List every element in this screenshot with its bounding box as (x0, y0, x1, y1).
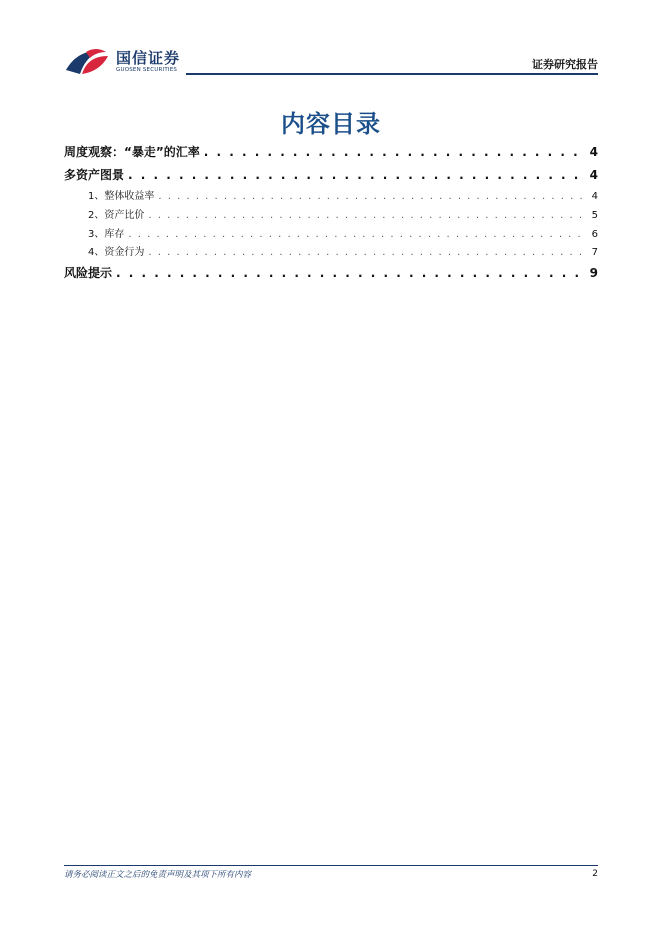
toc-entry-page: 7 (591, 247, 598, 258)
toc-leader-dots (148, 247, 587, 258)
report-type-label: 证券研究报告 (532, 58, 598, 71)
toc-entry-page: 4 (589, 168, 598, 182)
guosen-logo (64, 44, 184, 80)
toc-entry-fund-behavior[interactable] (88, 243, 598, 258)
toc-entry-label: 2、资产比价 (88, 210, 145, 221)
toc-entry-overall-returns[interactable] (88, 187, 598, 202)
toc-leader-dots (128, 168, 586, 182)
toc-entry-page: 5 (591, 210, 598, 221)
toc-entry-risk-warning[interactable] (64, 264, 598, 281)
toc-leader-dots (128, 229, 587, 240)
logo-english-name: GUOSEN SECURITIES (116, 67, 178, 73)
guosen-logo-mark-icon (64, 46, 110, 78)
toc-entry-page: 9 (589, 266, 598, 280)
toc-leader-dots (158, 191, 587, 202)
page-number: 2 (592, 869, 598, 879)
toc-leader-dots (116, 266, 586, 280)
toc-entry-label: 4、资金行为 (88, 247, 145, 258)
toc-leader-dots (148, 210, 587, 221)
toc-entry-label: 3、库存 (88, 229, 125, 240)
toc-entry-inventory[interactable] (88, 225, 598, 240)
toc-entry-label: 风险提示 (64, 266, 113, 280)
header-divider (186, 73, 598, 75)
toc-leader-dots (204, 145, 586, 159)
toc-entry-label: 多资产图景 (64, 168, 125, 182)
footer-divider (64, 865, 598, 866)
footer-disclaimer: 请务必阅读正文之后的免责声明及其项下所有内容 (64, 870, 252, 880)
toc-entry-label: 1、整体收益率 (88, 191, 155, 202)
toc-entry-label: 周度观察：“暴走”的汇率 (64, 145, 200, 159)
logo-chinese-name: 国信证券 (116, 49, 181, 67)
toc-entry-page: 4 (589, 145, 598, 159)
toc-title: 内容目录 (281, 110, 381, 138)
toc-entry-page: 4 (591, 191, 598, 202)
toc-entry-weekly-observation[interactable] (64, 143, 598, 160)
toc-entry-asset-ratio[interactable] (88, 206, 598, 221)
toc-entry-page: 6 (591, 229, 598, 240)
toc-entry-multi-asset[interactable] (64, 166, 598, 183)
